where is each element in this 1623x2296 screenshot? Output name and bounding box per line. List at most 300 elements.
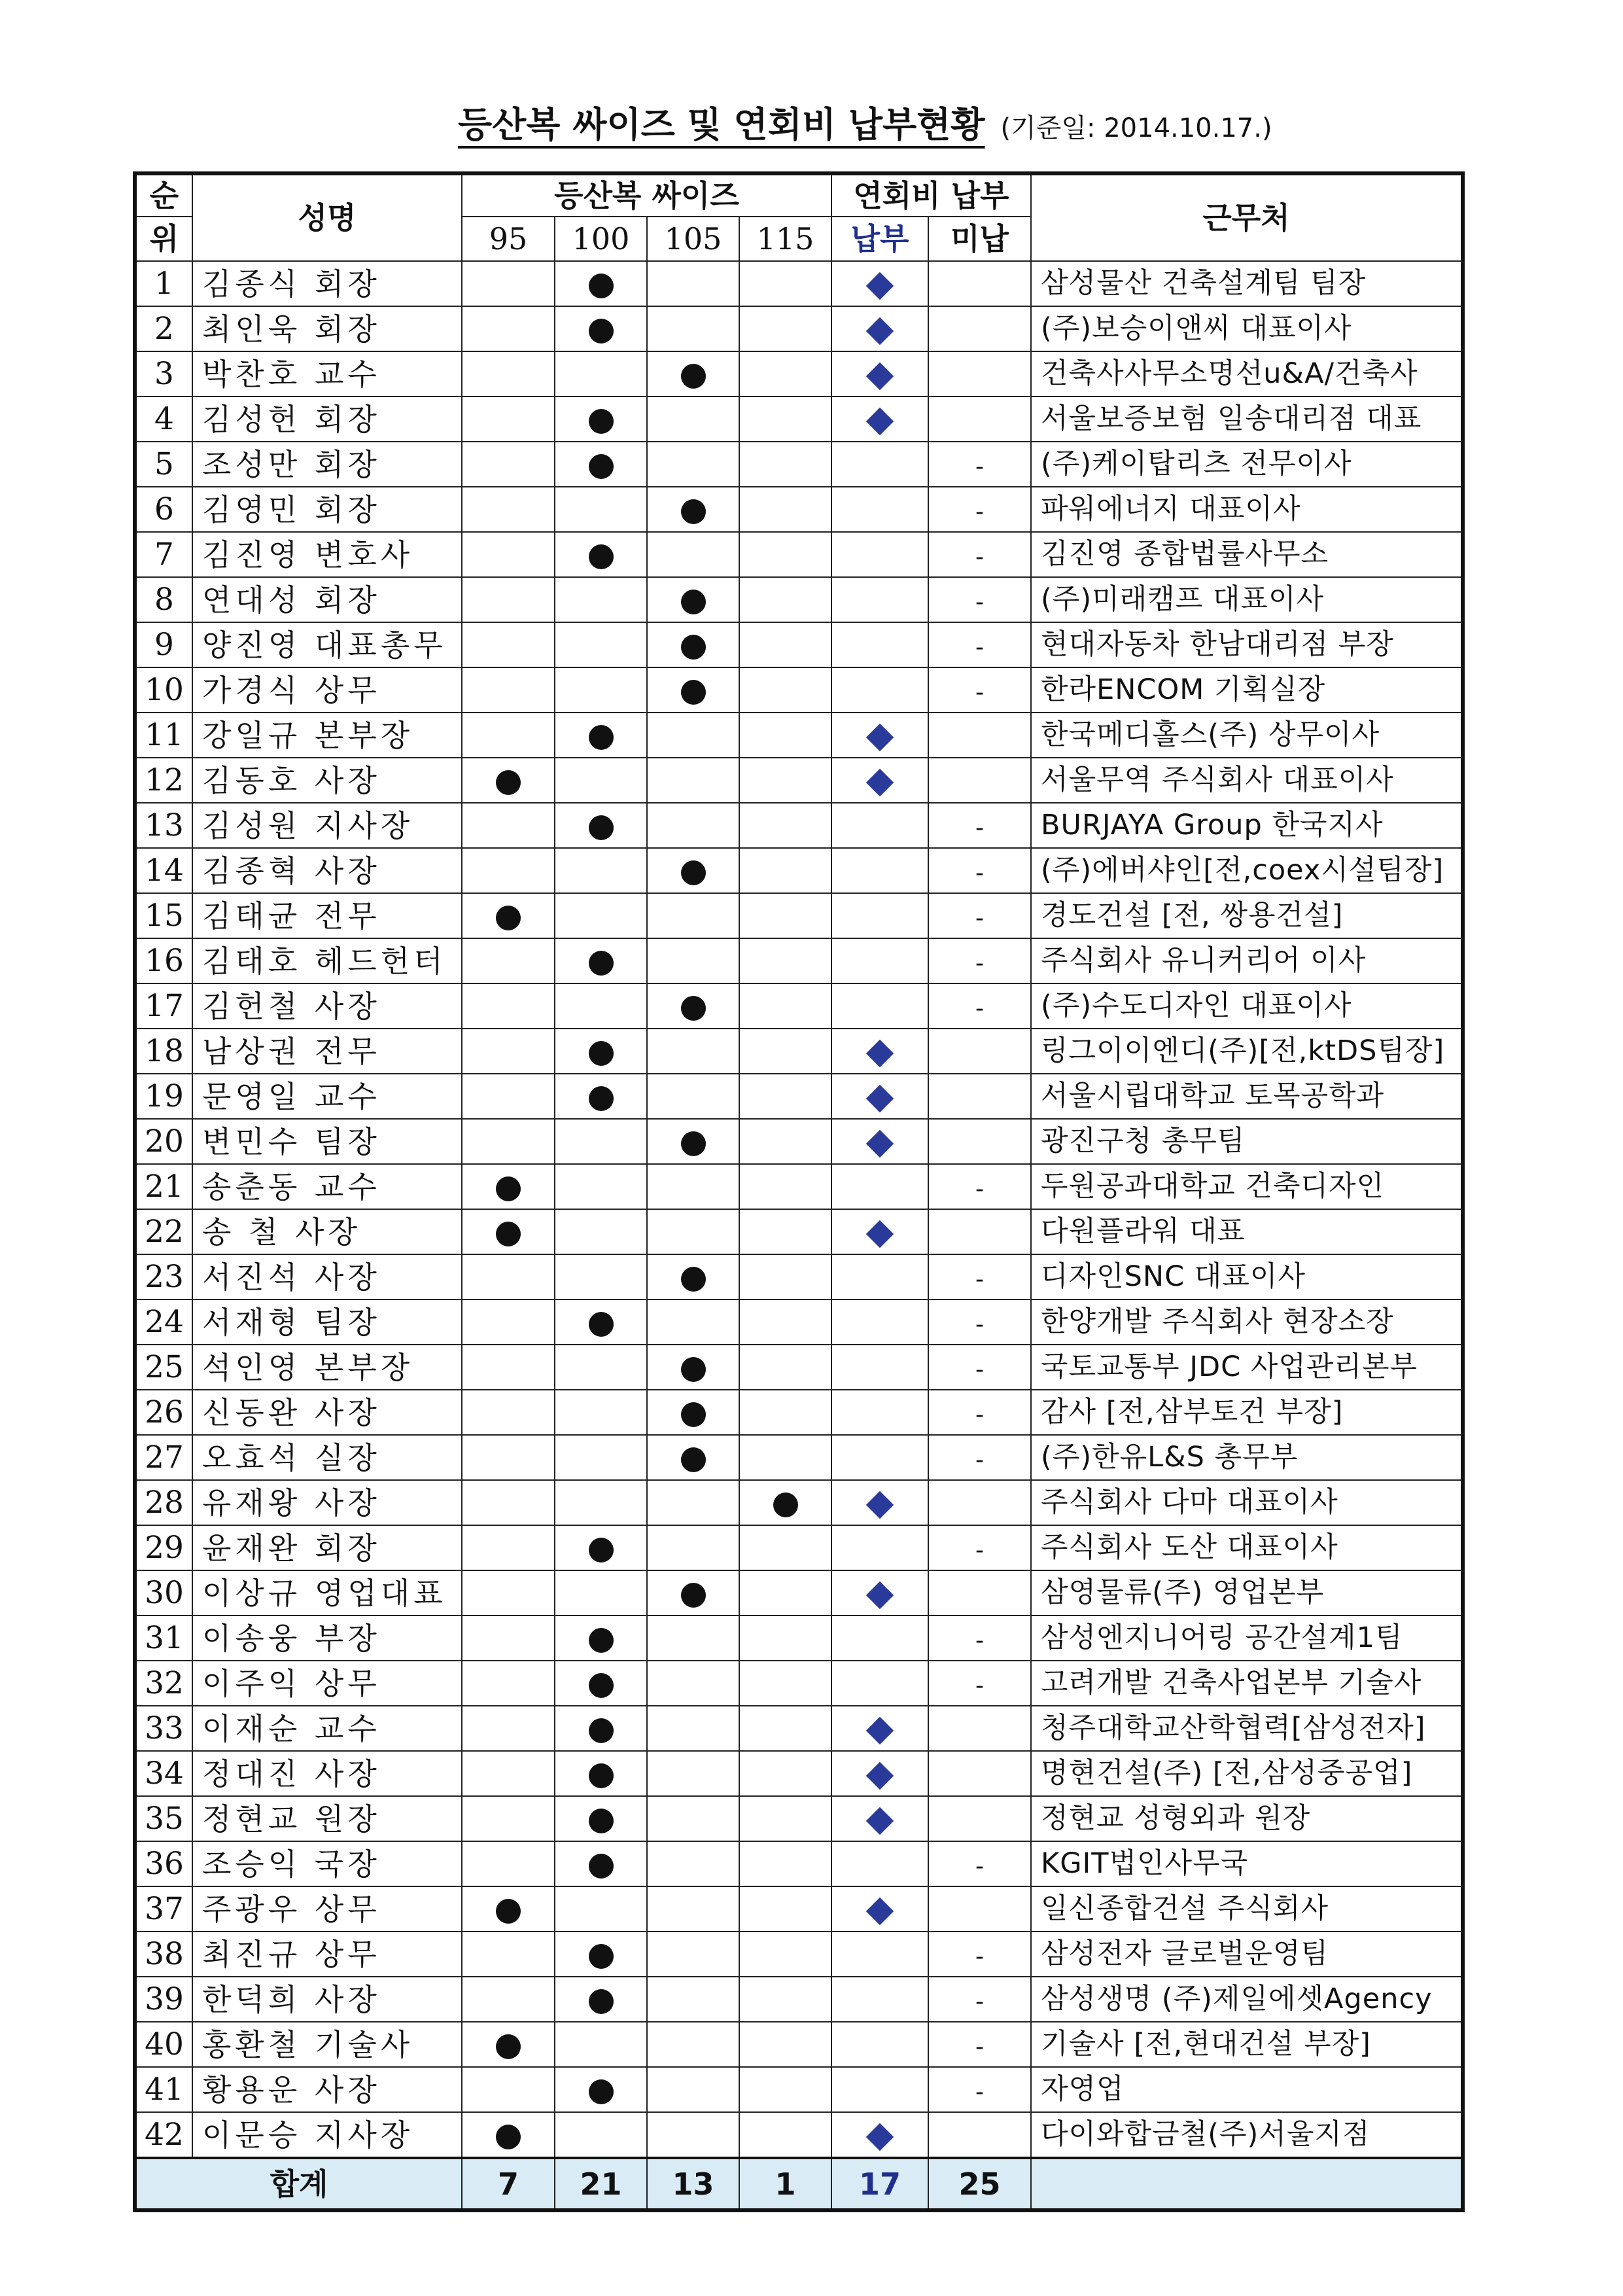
unpaid-dash: - bbox=[975, 1537, 984, 1564]
workplace: 삼성생명 (주)제일에셋Agency bbox=[1031, 1977, 1463, 2022]
table-row bbox=[135, 1299, 1463, 1345]
unpaid-cell bbox=[928, 848, 1031, 893]
unpaid-cell bbox=[928, 1570, 1031, 1616]
workplace: 링그이이엔디(주)[전,ktDS팀장] bbox=[1031, 1029, 1463, 1074]
row-number: 24 bbox=[135, 1299, 192, 1345]
size-115-cell bbox=[739, 2022, 831, 2067]
size-100-cell bbox=[555, 667, 647, 713]
size-105-cell bbox=[647, 848, 739, 893]
size-100-cell bbox=[555, 1796, 647, 1841]
size-115-cell bbox=[739, 1796, 831, 1841]
row-number: 31 bbox=[135, 1616, 192, 1661]
member-name: 석인영 본부장 bbox=[192, 1345, 462, 1390]
row-number: 13 bbox=[135, 803, 192, 848]
member-name: 서진석 사장 bbox=[192, 1254, 462, 1299]
workplace: 삼성물산 건축설계팀 팀장 bbox=[1031, 261, 1463, 306]
row-number: 5 bbox=[135, 442, 192, 487]
size-mark-icon bbox=[589, 1673, 614, 1698]
unpaid-dash: - bbox=[975, 2034, 984, 2060]
paid-cell bbox=[831, 1616, 928, 1661]
size-mark-icon bbox=[589, 1041, 614, 1066]
unpaid-cell bbox=[928, 1841, 1031, 1886]
size-mark-icon bbox=[681, 680, 706, 705]
unpaid-cell bbox=[928, 1164, 1031, 1209]
paid-cell bbox=[831, 1706, 928, 1751]
size-95-cell bbox=[462, 532, 555, 577]
size-105-cell bbox=[647, 1661, 739, 1706]
size-mark-icon bbox=[589, 1538, 614, 1563]
paid-cell bbox=[831, 1299, 928, 1345]
workplace: 자영업 bbox=[1031, 2067, 1463, 2112]
size-115-cell bbox=[739, 442, 831, 487]
size-105-cell bbox=[647, 1029, 739, 1074]
unpaid-dash: - bbox=[975, 815, 984, 841]
size-mark-icon bbox=[589, 1628, 614, 1653]
size-95-cell bbox=[462, 1209, 555, 1254]
table-row bbox=[135, 758, 1463, 803]
paid-cell bbox=[831, 261, 928, 306]
table-row bbox=[135, 2022, 1463, 2067]
size-105-cell bbox=[647, 622, 739, 667]
size-95-cell bbox=[462, 487, 555, 532]
table-row bbox=[135, 1435, 1463, 1480]
row-number: 22 bbox=[135, 1209, 192, 1254]
size-95-cell bbox=[462, 1074, 555, 1119]
size-95-cell bbox=[462, 442, 555, 487]
size-95-cell bbox=[462, 938, 555, 983]
size-100-cell bbox=[555, 758, 647, 803]
unpaid-dash: - bbox=[975, 1853, 984, 1880]
size-95-cell bbox=[462, 1435, 555, 1480]
paid-cell bbox=[831, 938, 928, 983]
table-row bbox=[135, 1751, 1463, 1796]
size-100-cell bbox=[555, 487, 647, 532]
paid-diamond-icon bbox=[866, 1581, 894, 1609]
paid-cell bbox=[831, 1074, 928, 1119]
size-100-cell bbox=[555, 1706, 647, 1751]
size-100-cell bbox=[555, 2067, 647, 2112]
unpaid-cell bbox=[928, 532, 1031, 577]
size-105-cell bbox=[647, 1796, 739, 1841]
row-number: 10 bbox=[135, 667, 192, 713]
paid-cell bbox=[831, 1525, 928, 1570]
member-name: 김영민 회장 bbox=[192, 487, 462, 532]
member-name: 강일규 본부장 bbox=[192, 713, 462, 758]
base-date: (기준일: 2014.10.17.) bbox=[1000, 113, 1272, 143]
size-95-cell bbox=[462, 2112, 555, 2158]
size-mark-icon bbox=[496, 1222, 521, 1246]
size-mark-icon bbox=[589, 544, 614, 569]
workplace: 주식회사 다마 대표이사 bbox=[1031, 1480, 1463, 1525]
size-105-cell bbox=[647, 713, 739, 758]
paid-cell bbox=[831, 442, 928, 487]
unpaid-dash: - bbox=[975, 995, 984, 1022]
size-95-cell bbox=[462, 2022, 555, 2067]
unpaid-cell bbox=[928, 577, 1031, 622]
size-115-cell bbox=[739, 1886, 831, 1932]
size-95-cell bbox=[462, 1932, 555, 1977]
size-95-cell bbox=[462, 1254, 555, 1299]
unpaid-cell bbox=[928, 2022, 1031, 2067]
size-105-cell bbox=[647, 1299, 739, 1345]
size-115-cell bbox=[739, 1661, 831, 1706]
paid-cell bbox=[831, 2022, 928, 2067]
size-105-cell bbox=[647, 2067, 739, 2112]
size-mark-icon bbox=[589, 1763, 614, 1788]
workplace: 현대자동차 한남대리점 부장 bbox=[1031, 622, 1463, 667]
table-row bbox=[135, 1570, 1463, 1616]
unpaid-cell bbox=[928, 803, 1031, 848]
size-mark-icon bbox=[681, 996, 706, 1021]
member-name: 남상권 전무 bbox=[192, 1029, 462, 1074]
unpaid-cell bbox=[928, 622, 1031, 667]
unpaid-dash: - bbox=[975, 544, 984, 571]
size-115-cell bbox=[739, 306, 831, 351]
membership-table bbox=[133, 171, 1465, 2212]
workplace: (주)미래캠프 대표이사 bbox=[1031, 577, 1463, 622]
workplace: 두원공과대학교 건축디자인 bbox=[1031, 1164, 1463, 1209]
table-row bbox=[135, 577, 1463, 622]
unpaid-dash: - bbox=[975, 905, 984, 932]
size-95-cell bbox=[462, 1345, 555, 1390]
unpaid-cell bbox=[928, 1299, 1031, 1345]
paid-cell bbox=[831, 893, 928, 938]
paid-diamond-icon bbox=[866, 272, 894, 300]
size-105-cell bbox=[647, 1435, 739, 1480]
paid-cell bbox=[831, 983, 928, 1029]
workplace: (주)케이탑리츠 전무이사 bbox=[1031, 442, 1463, 487]
workplace: 한국메디홀스(주) 상무이사 bbox=[1031, 713, 1463, 758]
unpaid-cell bbox=[928, 1390, 1031, 1435]
size-115-cell bbox=[739, 2067, 831, 2112]
workplace: 정현교 성형외과 원장 bbox=[1031, 1796, 1463, 1841]
paid-cell bbox=[831, 532, 928, 577]
table-row bbox=[135, 1119, 1463, 1164]
table-row bbox=[135, 1345, 1463, 1390]
size-100-cell bbox=[555, 532, 647, 577]
row-number: 15 bbox=[135, 893, 192, 938]
table-row bbox=[135, 532, 1463, 577]
workplace: 서울무역 주식회사 대표이사 bbox=[1031, 758, 1463, 803]
size-105-cell bbox=[647, 1525, 739, 1570]
size-105-cell bbox=[647, 1932, 739, 1977]
size-mark-icon bbox=[589, 725, 614, 750]
size-100-cell bbox=[555, 306, 647, 351]
size-105-cell bbox=[647, 2022, 739, 2067]
row-number: 41 bbox=[135, 2067, 192, 2112]
paid-diamond-icon bbox=[866, 1220, 894, 1248]
header-rank-bottom: 위 bbox=[135, 217, 192, 261]
size-95-cell bbox=[462, 1886, 555, 1932]
unpaid-cell bbox=[928, 442, 1031, 487]
header-size-105: 105 bbox=[647, 217, 739, 261]
member-name: 정대진 사장 bbox=[192, 1751, 462, 1796]
size-100-cell bbox=[555, 1570, 647, 1616]
size-95-cell bbox=[462, 1977, 555, 2022]
unpaid-cell bbox=[928, 306, 1031, 351]
header-unpaid: 미납 bbox=[928, 217, 1031, 261]
size-100-cell bbox=[555, 261, 647, 306]
paid-cell bbox=[831, 577, 928, 622]
workplace: (주)보승이앤씨 대표이사 bbox=[1031, 306, 1463, 351]
member-name: 정현교 원장 bbox=[192, 1796, 462, 1841]
workplace: 국토교통부 JDC 사업관리본부 bbox=[1031, 1345, 1463, 1390]
size-95-cell bbox=[462, 758, 555, 803]
paid-diamond-icon bbox=[866, 1717, 894, 1744]
size-105-cell bbox=[647, 442, 739, 487]
member-name: 김종혁 사장 bbox=[192, 848, 462, 893]
unpaid-cell bbox=[928, 667, 1031, 713]
member-name: 김종식 회장 bbox=[192, 261, 462, 306]
size-mark-icon bbox=[589, 815, 614, 840]
size-105-cell bbox=[647, 667, 739, 713]
size-mark-icon bbox=[681, 860, 706, 885]
member-name: 송 철 사장 bbox=[192, 1209, 462, 1254]
size-105-cell bbox=[647, 1254, 739, 1299]
size-mark-icon bbox=[681, 364, 706, 389]
member-name: 홍환철 기술사 bbox=[192, 2022, 462, 2067]
size-mark-icon bbox=[589, 1989, 614, 2014]
size-105-cell bbox=[647, 1209, 739, 1254]
unpaid-dash: - bbox=[975, 1943, 984, 1970]
size-mark-icon bbox=[681, 499, 706, 524]
unpaid-dash: - bbox=[975, 499, 984, 525]
row-number: 6 bbox=[135, 487, 192, 532]
size-105-cell bbox=[647, 1886, 739, 1932]
table-row bbox=[135, 713, 1463, 758]
unpaid-cell bbox=[928, 261, 1031, 306]
size-105-cell bbox=[647, 306, 739, 351]
member-name: 최진규 상무 bbox=[192, 1932, 462, 1977]
member-name: 주광우 상무 bbox=[192, 1886, 462, 1932]
size-115-cell bbox=[739, 1480, 831, 1525]
size-100-cell bbox=[555, 1616, 647, 1661]
unpaid-cell bbox=[928, 1435, 1031, 1480]
size-mark-icon bbox=[589, 1086, 614, 1111]
member-name: 변민수 팀장 bbox=[192, 1119, 462, 1164]
size-95-cell bbox=[462, 667, 555, 713]
size-115-cell bbox=[739, 261, 831, 306]
paid-diamond-icon bbox=[866, 408, 894, 435]
size-115-cell bbox=[739, 1525, 831, 1570]
workplace: 다이와합금철(주)서울지점 bbox=[1031, 2112, 1463, 2158]
size-mark-icon bbox=[496, 770, 521, 795]
size-95-cell bbox=[462, 1796, 555, 1841]
table-row bbox=[135, 1977, 1463, 2022]
table-row bbox=[135, 1209, 1463, 1254]
paid-diamond-icon bbox=[866, 1085, 894, 1112]
member-name: 서재형 팀장 bbox=[192, 1299, 462, 1345]
workplace: 다원플라워 대표 bbox=[1031, 1209, 1463, 1254]
size-115-cell bbox=[739, 532, 831, 577]
unpaid-cell bbox=[928, 713, 1031, 758]
unpaid-cell bbox=[928, 1480, 1031, 1525]
paid-cell bbox=[831, 622, 928, 667]
row-number: 21 bbox=[135, 1164, 192, 1209]
size-mark-icon bbox=[589, 1944, 614, 1969]
size-115-cell bbox=[739, 2112, 831, 2158]
size-115-cell bbox=[739, 1299, 831, 1345]
size-mark-icon bbox=[589, 409, 614, 434]
member-name: 이주익 상무 bbox=[192, 1661, 462, 1706]
header-name: 성명 bbox=[192, 173, 462, 261]
unpaid-cell bbox=[928, 1616, 1031, 1661]
unpaid-dash: - bbox=[975, 1356, 984, 1383]
row-number: 38 bbox=[135, 1932, 192, 1977]
unpaid-cell bbox=[928, 1977, 1031, 2022]
size-100-cell bbox=[555, 1345, 647, 1390]
member-name: 최인욱 회장 bbox=[192, 306, 462, 351]
size-115-cell bbox=[739, 893, 831, 938]
row-number: 12 bbox=[135, 758, 192, 803]
size-105-cell bbox=[647, 577, 739, 622]
size-115-cell bbox=[739, 1841, 831, 1886]
size-100-cell bbox=[555, 803, 647, 848]
size-115-cell bbox=[739, 938, 831, 983]
paid-cell bbox=[831, 306, 928, 351]
row-number: 4 bbox=[135, 397, 192, 442]
total-115: 1 bbox=[739, 2158, 831, 2210]
table-row bbox=[135, 667, 1463, 713]
table-row bbox=[135, 1254, 1463, 1299]
row-number: 27 bbox=[135, 1435, 192, 1480]
unpaid-dash: - bbox=[975, 1988, 984, 2015]
member-name: 이상규 영업대표 bbox=[192, 1570, 462, 1616]
size-100-cell bbox=[555, 1029, 647, 1074]
workplace: 주식회사 도산 대표이사 bbox=[1031, 1525, 1463, 1570]
unpaid-cell bbox=[928, 1751, 1031, 1796]
workplace: 디자인SNC 대표이사 bbox=[1031, 1254, 1463, 1299]
workplace: 한라ENCOM 기획실장 bbox=[1031, 667, 1463, 713]
paid-diamond-icon bbox=[866, 1130, 894, 1157]
row-number: 16 bbox=[135, 938, 192, 983]
size-100-cell bbox=[555, 1209, 647, 1254]
row-number: 42 bbox=[135, 2112, 192, 2158]
row-number: 37 bbox=[135, 1886, 192, 1932]
table-row bbox=[135, 1661, 1463, 1706]
paid-cell bbox=[831, 1932, 928, 1977]
size-115-cell bbox=[739, 1706, 831, 1751]
workplace: 일신종합건설 주식회사 bbox=[1031, 1886, 1463, 1932]
table-row bbox=[135, 1480, 1463, 1525]
row-number: 25 bbox=[135, 1345, 192, 1390]
paid-cell bbox=[831, 1661, 928, 1706]
size-115-cell bbox=[739, 1932, 831, 1977]
total-paid: 17 bbox=[831, 2158, 928, 2210]
table-row bbox=[135, 1616, 1463, 1661]
size-115-cell bbox=[739, 1074, 831, 1119]
size-115-cell bbox=[739, 667, 831, 713]
size-95-cell bbox=[462, 983, 555, 1029]
size-95-cell bbox=[462, 1751, 555, 1796]
workplace: 광진구청 총무팀 bbox=[1031, 1119, 1463, 1164]
workplace: 명현건설(주) [전,삼성중공업] bbox=[1031, 1751, 1463, 1796]
member-name: 한덕희 사장 bbox=[192, 1977, 462, 2022]
unpaid-cell bbox=[928, 1029, 1031, 1074]
size-105-cell bbox=[647, 261, 739, 306]
size-mark-icon bbox=[681, 1267, 706, 1292]
size-mark-icon bbox=[589, 1809, 614, 1833]
size-100-cell bbox=[555, 938, 647, 983]
size-105-cell bbox=[647, 893, 739, 938]
table-row bbox=[135, 397, 1463, 442]
size-100-cell bbox=[555, 351, 647, 397]
member-name: 양진영 대표총무 bbox=[192, 622, 462, 667]
size-115-cell bbox=[739, 983, 831, 1029]
size-105-cell bbox=[647, 1977, 739, 2022]
total-100: 21 bbox=[555, 2158, 647, 2210]
paid-cell bbox=[831, 1119, 928, 1164]
unpaid-dash: - bbox=[975, 1672, 984, 1699]
size-mark-icon bbox=[589, 951, 614, 976]
paid-diamond-icon bbox=[866, 769, 894, 796]
paid-cell bbox=[831, 487, 928, 532]
paid-cell bbox=[831, 1796, 928, 1841]
paid-diamond-icon bbox=[866, 724, 894, 751]
member-name: 유재왕 사장 bbox=[192, 1480, 462, 1525]
size-100-cell bbox=[555, 1751, 647, 1796]
paid-diamond-icon bbox=[866, 1491, 894, 1519]
size-95-cell bbox=[462, 306, 555, 351]
size-115-cell bbox=[739, 1390, 831, 1435]
paid-cell bbox=[831, 1480, 928, 1525]
size-105-cell bbox=[647, 1570, 739, 1616]
unpaid-dash: - bbox=[975, 1627, 984, 1654]
workplace: 삼영물류(주) 영업본부 bbox=[1031, 1570, 1463, 1616]
unpaid-cell bbox=[928, 397, 1031, 442]
size-100-cell bbox=[555, 983, 647, 1029]
size-115-cell bbox=[739, 397, 831, 442]
size-115-cell bbox=[739, 848, 831, 893]
workplace: 건축사사무소명선u&A/건축사 bbox=[1031, 351, 1463, 397]
table-row bbox=[135, 442, 1463, 487]
size-100-cell bbox=[555, 893, 647, 938]
table-row bbox=[135, 261, 1463, 306]
table-row bbox=[135, 1932, 1463, 1977]
size-100-cell bbox=[555, 1390, 647, 1435]
paid-cell bbox=[831, 713, 928, 758]
paid-diamond-icon bbox=[866, 1040, 894, 1067]
size-mark-icon bbox=[496, 1176, 521, 1201]
table-row bbox=[135, 1390, 1463, 1435]
table-row bbox=[135, 2112, 1463, 2158]
table-row bbox=[135, 893, 1463, 938]
size-115-cell bbox=[739, 1616, 831, 1661]
total-105: 13 bbox=[647, 2158, 739, 2210]
header-size-100: 100 bbox=[555, 217, 647, 261]
row-number: 20 bbox=[135, 1119, 192, 1164]
paid-diamond-icon bbox=[866, 2123, 894, 2151]
size-mark-icon bbox=[496, 2034, 521, 2059]
row-number: 39 bbox=[135, 1977, 192, 2022]
workplace: 주식회사 유니커리어 이사 bbox=[1031, 938, 1463, 983]
workplace: (주)에버샤인[전,coex시설팀장] bbox=[1031, 848, 1463, 893]
size-95-cell bbox=[462, 1480, 555, 1525]
member-name: 신동완 사장 bbox=[192, 1390, 462, 1435]
unpaid-dash: - bbox=[975, 950, 984, 977]
size-mark-icon bbox=[589, 454, 614, 479]
size-mark-icon bbox=[589, 1718, 614, 1743]
unpaid-cell bbox=[928, 1796, 1031, 1841]
size-100-cell bbox=[555, 1480, 647, 1525]
size-mark-icon bbox=[589, 1854, 614, 1879]
row-number: 9 bbox=[135, 622, 192, 667]
size-100-cell bbox=[555, 848, 647, 893]
row-number: 2 bbox=[135, 306, 192, 351]
size-95-cell bbox=[462, 1661, 555, 1706]
paid-cell bbox=[831, 667, 928, 713]
unpaid-dash: - bbox=[975, 2079, 984, 2106]
